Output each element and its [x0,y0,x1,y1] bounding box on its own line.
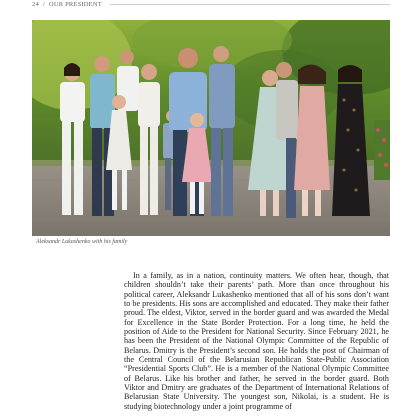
running-header [32,0,390,8]
header-separator: / [42,0,45,8]
article-body [124,271,389,411]
page-number: 24 [32,0,39,8]
header-rule [110,4,390,5]
photo-caption: Aleksandr Lukashenko with his family [36,239,128,245]
article-paragraph: In a family, as in a nation, continuity matters. We often hear, though, that children shouldn’t take their parents’ path. More than once throughout his political career, Aleksandr Lukashenko mentioned that all of his sons don’t want to be presidents. His sons are accomplished and educated. They make their father proud. The eldest, Viktor, served in the border guard and was awarded the Medal for Excellence in the State Border Protection. For a long time, he held the position of Aide to the President for National Security. Since February 2021, he has been the President of the National Olympic Committee of the Republic of Belarus. Dmitry is the President’s second son. He holds the post of Chairman of the Central Council of the Belarusian Republican State-Public Association “Presidential Sports Club”. He is a member of the National Olympic Committee of Belarus. Like his brother and father, he served in the border guard. Both Viktor and Dmitry are graduates of the Department of International Relations of Belarusian State University. The youngest son, Nikolai, is a student. He is studying biotechnology under a joint programme of [124,271,389,411]
section-title: OUR PRESIDENT [48,0,102,8]
family-photo [32,20,390,236]
family-photo-image [32,20,390,236]
